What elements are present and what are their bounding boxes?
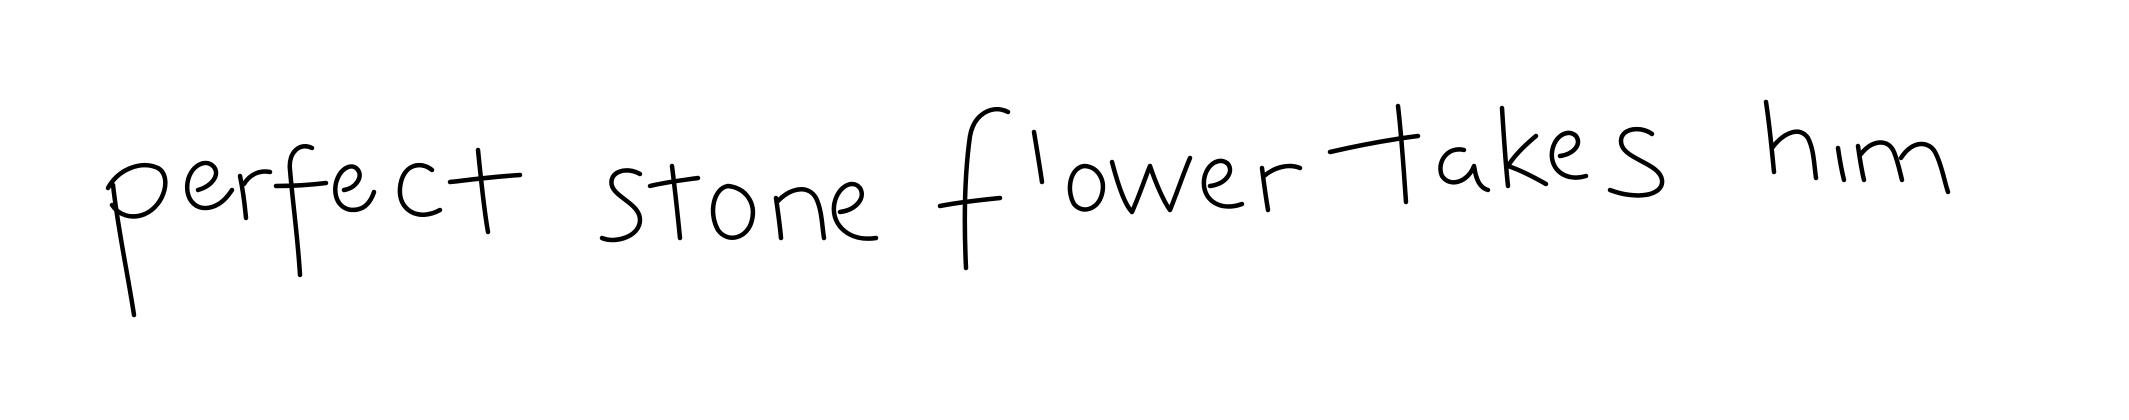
word-perfect [108, 146, 520, 315]
word-stone [602, 166, 876, 240]
word-flower [940, 109, 1300, 268]
word-him [1766, 102, 1948, 192]
word-takes [1330, 106, 1662, 202]
